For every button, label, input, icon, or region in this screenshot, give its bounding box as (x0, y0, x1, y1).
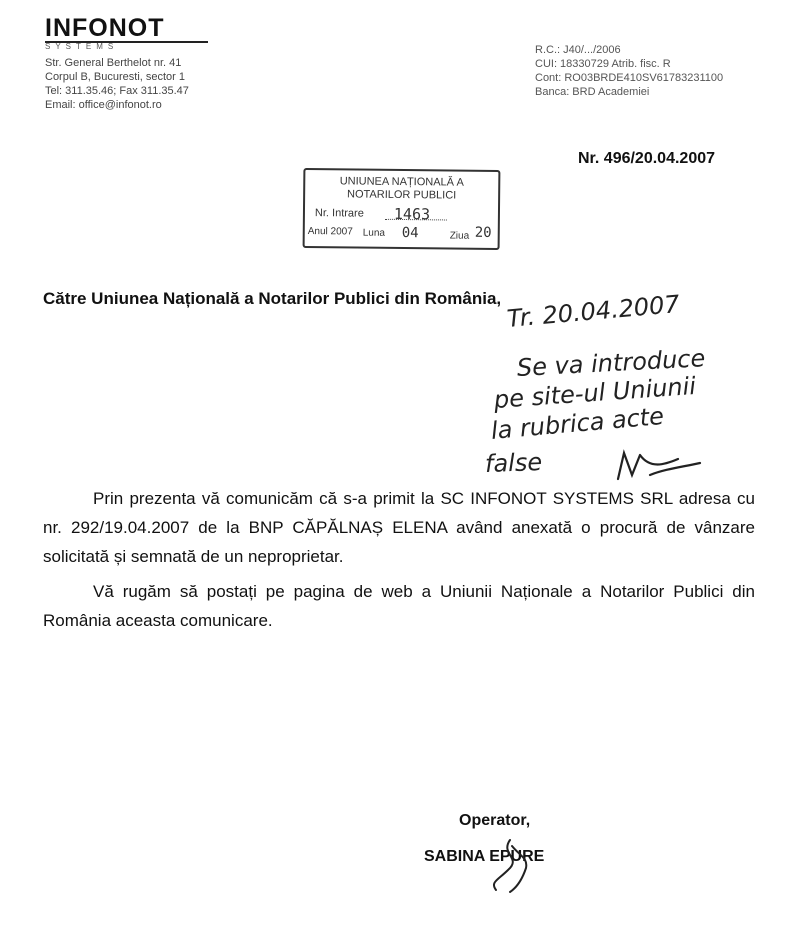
address-line: Email: office@infonot.ro (45, 99, 162, 111)
handwritten-initials (610, 445, 705, 485)
document-number: Nr. 496/20.04.2007 (578, 150, 716, 167)
handwritten-signature (482, 836, 542, 896)
stamp-entry-value: 1463 (393, 204, 431, 224)
stamp-line-2: NOTARILOR PUBLICI (346, 188, 457, 202)
stamp-month-label: Luna (362, 227, 386, 239)
logo-subtitle: SYSTEMS (45, 42, 119, 51)
handwritten-note-line: Tr. 20.04.2007 (505, 289, 681, 333)
stamp-year-label: Anul (307, 226, 328, 238)
stamp-line-1: UNIUNEA NAȚIONALĂ A (339, 175, 464, 189)
handwritten-note-line: Se va introduce (516, 344, 706, 382)
signatory-name: SABINA EPURE (424, 848, 545, 865)
registration-line: Cont: RO03BRDE410SV61783231100 (535, 72, 724, 84)
registration-line: Banca: BRD Academiei (535, 86, 650, 98)
company-registration (535, 43, 723, 99)
stamp-day-value: 20 (474, 224, 492, 241)
body-paragraph: Prin prezenta vă comunicăm că s-a primit la SC INFONOT SYSTEMS SRL adresa cu nr. 292/19.04.2007 de la BNP CĂPĂLNAȘ ELENA având anexată o procură de vânzare solicitată și semnată de un neproprietar. (43, 489, 755, 566)
stamp-year (308, 226, 353, 237)
registration-stamp (303, 168, 501, 250)
address-line: Tel: 311.35.46; Fax 311.35.47 (45, 85, 189, 97)
recipient-line: Către Uniunea Națională a Notarilor Publici din România, (43, 289, 502, 308)
stamp-month-value: 04 (401, 225, 419, 242)
address-line: Corpul B, Bucuresti, sector 1 (45, 71, 186, 83)
handwritten-note-line: false (484, 448, 543, 478)
registration-line: CUI: 18330729 Atrib. fisc. R (535, 58, 671, 70)
company-logo: INFONOT (45, 14, 165, 42)
body-paragraph: Vă rugăm să postați pe pagina de web a Uniunii Naționale a Notarilor Publici din România aceasta comunicare. (43, 582, 755, 630)
company-address (45, 56, 189, 112)
stamp-entry-label: Nr. Intrare (314, 207, 364, 220)
handwritten-note-line: la rubrica acte (489, 401, 666, 445)
address-line: Str. General Berthelot nr. 41 (45, 57, 182, 69)
stamp-day-label: Ziua (449, 230, 470, 242)
handwritten-note-line: pe site-ul Uniunii (493, 371, 697, 414)
letter-body (43, 484, 755, 635)
signatory-role: Operator, (459, 812, 531, 829)
registration-line: R.C.: J40/.../2006 (535, 44, 621, 56)
stamp-year-value: 2007 (330, 226, 353, 238)
